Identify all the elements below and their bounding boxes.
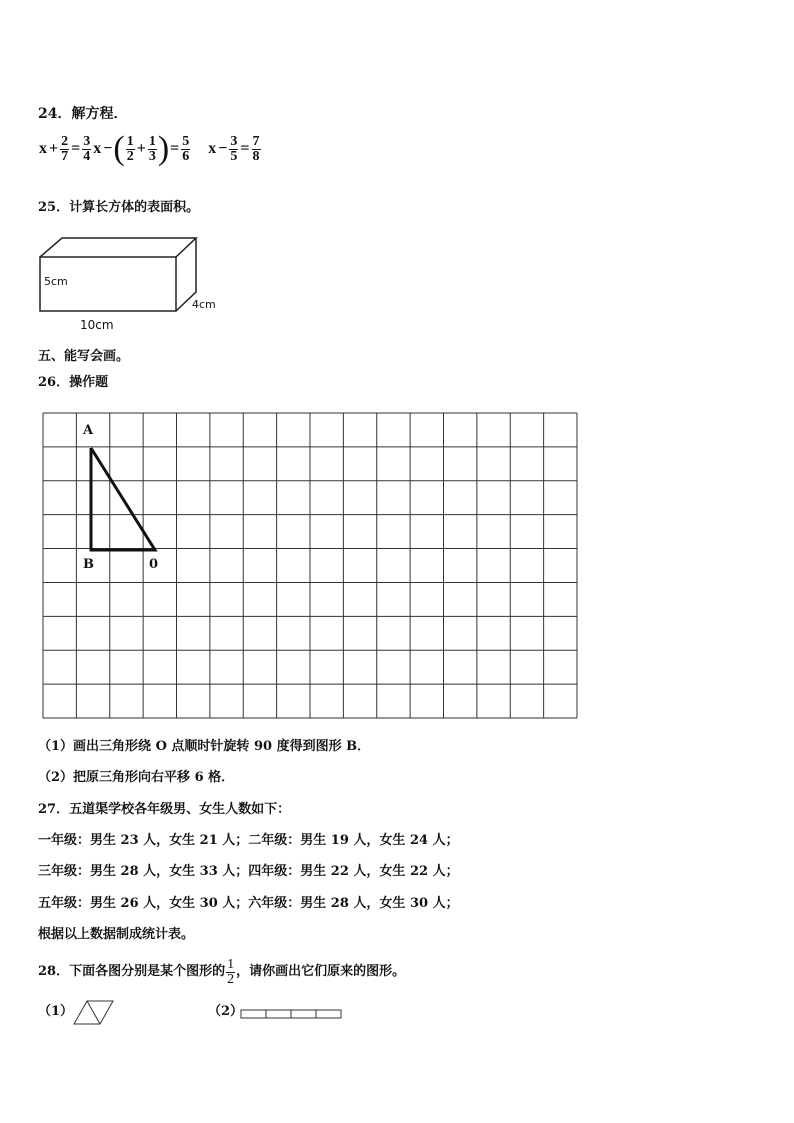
- q26-task-2: （2）把原三角形向右平移 6 格．: [38, 770, 235, 785]
- q27-title: 27．五道渠学校各年级男、女生人数如下：: [38, 802, 291, 817]
- cuboid-depth-label: 4cm: [192, 298, 216, 311]
- square-grid: [42, 412, 579, 719]
- cuboid-length-label: 10cm: [80, 318, 114, 332]
- q28-figure-2: [240, 1006, 344, 1025]
- point-o-label: 0: [149, 557, 159, 572]
- fraction: $\frac{7}{8}$: [252, 133, 260, 164]
- q28-item-1-label: （1）: [38, 1004, 74, 1019]
- grid-svg: [42, 412, 579, 719]
- cuboid-top-face: [40, 238, 196, 257]
- fraction: $\frac{1}{3}$: [148, 133, 156, 164]
- q27-line-2: 三年级：男生 28 人，女生 33 人；四年级：男生 22 人，女生 22 人；: [38, 864, 459, 879]
- q27-line-4: 根据以上数据制成统计表。: [38, 927, 195, 942]
- eq2: x − ( $\frac{1}{2}$ + $\frac{1}{3}$ ) = $\frac{5}{6}$: [93, 130, 190, 167]
- q26-task-1: （1）画出三角形绕 O 点顺时针旋转 90 度得到图形 B．: [38, 739, 371, 754]
- q28-figure-1: [73, 1000, 117, 1030]
- q24-title: 24．解方程．: [38, 106, 128, 122]
- fraction: $\frac{2}{7}$: [61, 133, 69, 164]
- q27-line-1: 一年级：男生 23 人，女生 21 人；二年级：男生 19 人，女生 24 人；: [38, 833, 459, 848]
- fraction: $\frac{5}{6}$: [182, 133, 190, 164]
- section-five-title: 五、能写会画。: [38, 349, 130, 364]
- q26-title: 26．操作题: [38, 375, 109, 390]
- cuboid-figure: [38, 232, 228, 334]
- q28-title: 28．下面各图分别是某个图形的 $\frac{1}{2}$ ，请你画出它们原来的图形。: [38, 956, 406, 987]
- half-fraction: $\frac{1}{2}$: [227, 956, 235, 987]
- strip-figure: [240, 1009, 344, 1021]
- q24-equations: [38, 131, 262, 167]
- point-a-label: A: [83, 423, 94, 438]
- q28-item-2-label: （2）: [208, 1004, 244, 1019]
- q25-title: 25．计算长方体的表面积。: [38, 200, 200, 215]
- eq1: x + $\frac{2}{7}$ = $\frac{3}{4}$: [39, 133, 91, 164]
- eq3: x − $\frac{3}{5}$ = $\frac{7}{8}$: [208, 133, 260, 164]
- fraction: $\frac{1}{2}$: [126, 133, 134, 164]
- fraction: $\frac{3}{5}$: [230, 133, 238, 164]
- triangle-shape: [91, 448, 155, 550]
- parallelogram-figure: [73, 1000, 117, 1026]
- q27-line-3: 五年级：男生 26 人，女生 30 人；六年级：男生 28 人，女生 30 人；: [38, 896, 459, 911]
- point-b-label: B: [83, 557, 94, 572]
- fraction: $\frac{3}{4}$: [83, 133, 91, 164]
- cuboid-height-label: 5cm: [44, 275, 68, 288]
